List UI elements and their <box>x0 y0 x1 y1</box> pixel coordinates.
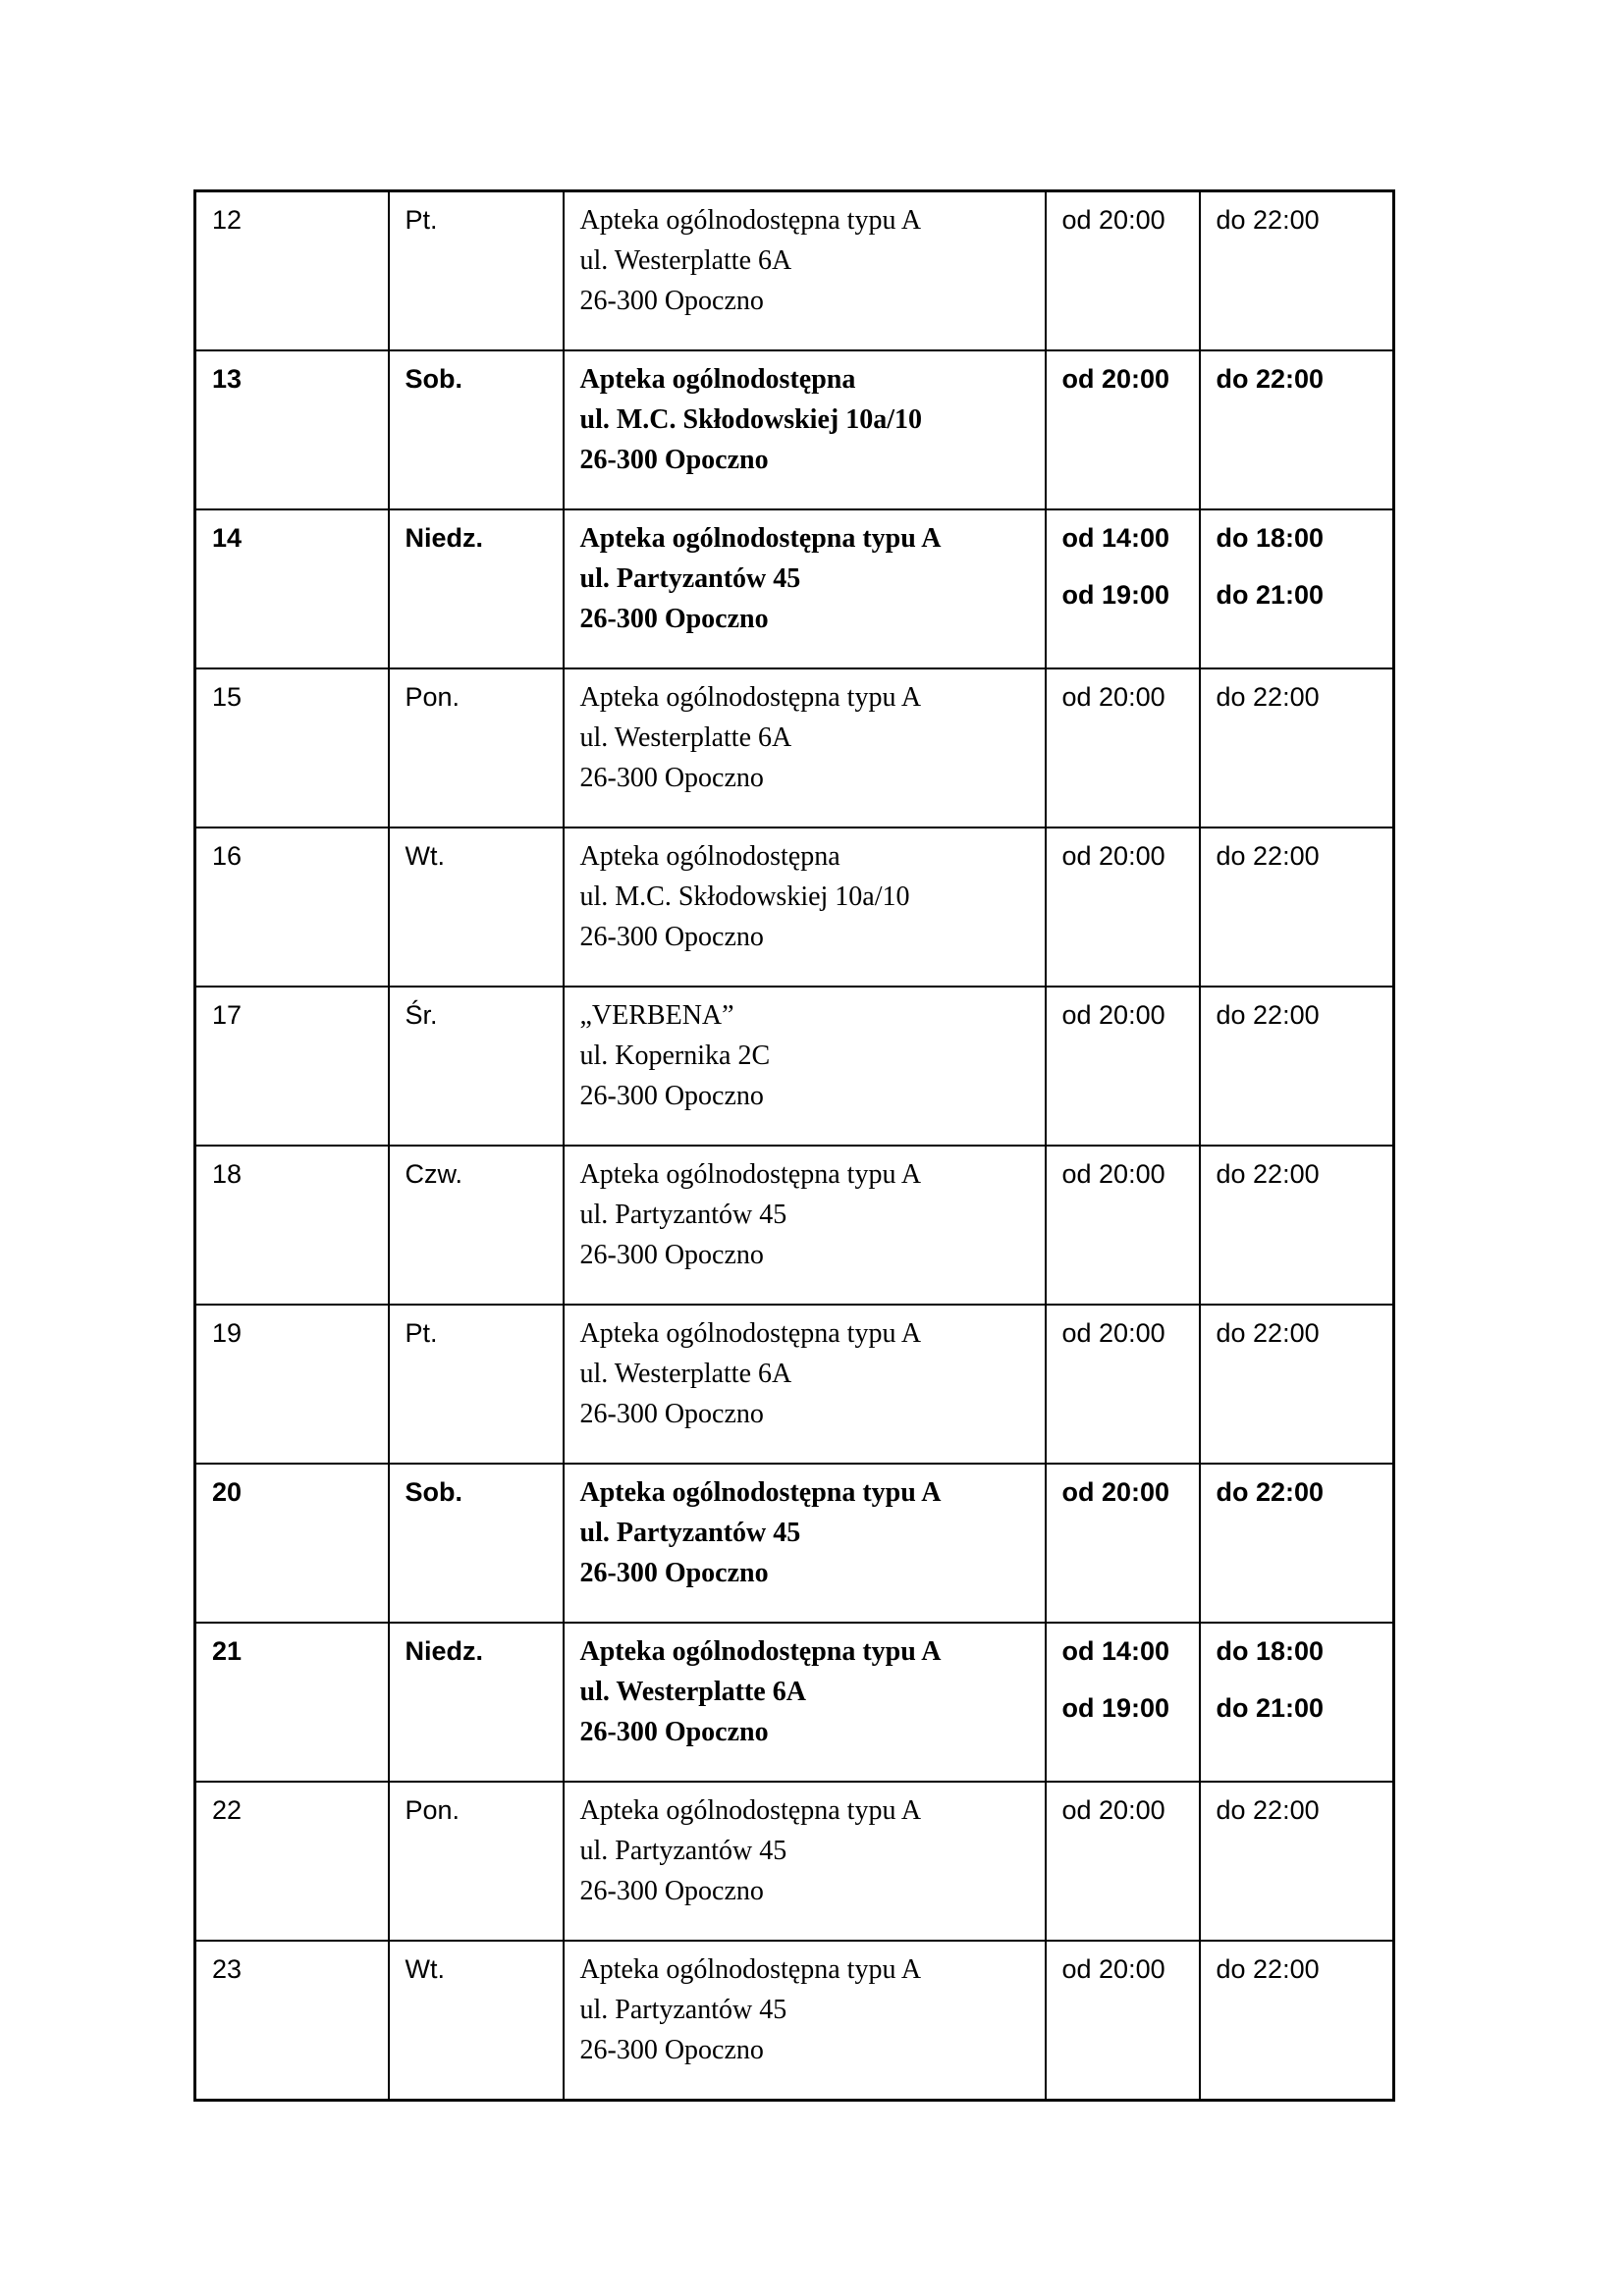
open-from-time: od 20:00 <box>1061 841 1165 871</box>
pharmacy-street: ul. Westerplatte 6A <box>579 245 792 276</box>
table-row <box>195 350 1394 509</box>
open-to-time-2 <box>1217 893 1383 934</box>
open-from-time: od 14:00 <box>1061 523 1170 553</box>
day-number-cell: 23 <box>195 1941 389 2101</box>
table-row <box>195 1782 1394 1941</box>
pharmacy-cell <box>564 1464 1046 1623</box>
open-to-time-2 <box>1217 416 1383 456</box>
open-to-time-2 <box>1217 734 1383 774</box>
pharmacy-name: Apteka ogólnodostępna typu A <box>579 205 922 236</box>
open-from-time: od 20:00 <box>1061 364 1170 394</box>
pharmacy-street: ul. Westerplatte 6A <box>579 722 792 753</box>
open-from-time: od 20:00 <box>1061 1477 1170 1507</box>
open-from-time-2 <box>1062 734 1189 774</box>
pharmacy-name: Apteka ogólnodostępna typu A <box>579 1159 922 1190</box>
open-to-time: do 22:00 <box>1216 1000 1320 1030</box>
open-from-cell <box>1046 987 1200 1146</box>
table-row <box>195 1941 1394 2101</box>
pharmacy-street: ul. Partyzantów 45 <box>579 1995 787 2025</box>
open-from-time-2 <box>1062 1211 1189 1252</box>
pharmacy-city: 26-300 Opoczno <box>579 445 769 475</box>
pharmacy-cell <box>564 668 1046 828</box>
open-from-cell <box>1046 668 1200 828</box>
pharmacy-cell <box>564 191 1046 351</box>
open-to-time: do 22:00 <box>1216 841 1320 871</box>
open-from-time: od 20:00 <box>1061 1159 1165 1189</box>
open-from-time-2 <box>1062 893 1189 934</box>
pharmacy-city: 26-300 Opoczno <box>579 1558 769 1588</box>
pharmacy-cell <box>564 1146 1046 1305</box>
open-from-cell <box>1046 191 1200 351</box>
open-from-cell <box>1046 828 1200 987</box>
weekday-cell: Niedz. <box>389 1623 564 1782</box>
day-number-cell: 19 <box>195 1305 389 1464</box>
open-from-time-2 <box>1062 2006 1189 2047</box>
weekday-cell: Sob. <box>389 1464 564 1623</box>
weekday-cell: Pt. <box>389 1305 564 1464</box>
open-to-cell <box>1200 191 1394 351</box>
day-number-cell: 15 <box>195 668 389 828</box>
pharmacy-street: ul. Partyzantów 45 <box>579 563 801 594</box>
open-from-time-2 <box>1062 257 1189 297</box>
pharmacy-city: 26-300 Opoczno <box>579 286 764 316</box>
open-to-cell <box>1200 1941 1394 2101</box>
open-to-time-2 <box>1217 1529 1383 1570</box>
table-row <box>195 987 1394 1146</box>
pharmacy-city: 26-300 Opoczno <box>579 1081 764 1111</box>
pharmacy-street: ul. M.C. Skłodowskiej 10a/10 <box>579 881 910 912</box>
open-to-cell <box>1200 828 1394 987</box>
open-to-cell <box>1200 668 1394 828</box>
open-to-cell <box>1200 350 1394 509</box>
open-to-cell <box>1200 1782 1394 1941</box>
open-to-time: do 22:00 <box>1216 682 1320 712</box>
pharmacy-city: 26-300 Opoczno <box>579 1717 769 1747</box>
weekday-cell: Pon. <box>389 668 564 828</box>
open-from-time-2: od 19:00 <box>1061 1693 1170 1723</box>
open-from-time: od 20:00 <box>1061 205 1165 235</box>
open-from-time: od 20:00 <box>1061 1318 1165 1348</box>
open-to-time: do 22:00 <box>1216 1159 1320 1189</box>
open-to-cell <box>1200 987 1394 1146</box>
pharmacy-city: 26-300 Opoczno <box>579 1876 764 1906</box>
open-to-time: do 22:00 <box>1216 1795 1320 1825</box>
open-from-time-2 <box>1062 1052 1189 1093</box>
pharmacy-name: Apteka ogólnodostępna typu A <box>579 1477 942 1508</box>
open-to-time: do 18:00 <box>1216 523 1325 553</box>
open-to-cell <box>1200 1305 1394 1464</box>
open-from-time-2 <box>1062 416 1189 456</box>
open-from-time-2 <box>1062 1370 1189 1411</box>
pharmacy-city: 26-300 Opoczno <box>579 1399 764 1429</box>
day-number-cell: 14 <box>195 509 389 668</box>
pharmacy-name: Apteka ogólnodostępna typu A <box>579 523 942 554</box>
table-row <box>195 1623 1394 1782</box>
open-to-cell <box>1200 1464 1394 1623</box>
open-to-time: do 22:00 <box>1216 1318 1320 1348</box>
weekday-cell: Pt. <box>389 191 564 351</box>
pharmacy-city: 26-300 Opoczno <box>579 604 769 634</box>
pharmacy-cell <box>564 1782 1046 1941</box>
schedule-table-body <box>195 191 1394 2101</box>
pharmacy-name: „VERBENA” <box>579 1000 734 1031</box>
pharmacy-street: ul. Partyzantów 45 <box>579 1200 787 1230</box>
day-number-cell: 21 <box>195 1623 389 1782</box>
day-number-cell: 17 <box>195 987 389 1146</box>
open-to-cell <box>1200 1146 1394 1305</box>
day-number-cell: 16 <box>195 828 389 987</box>
open-to-time-2: do 21:00 <box>1216 1693 1325 1723</box>
day-number-cell: 22 <box>195 1782 389 1941</box>
table-row <box>195 509 1394 668</box>
pharmacy-street: ul. Partyzantów 45 <box>579 1836 787 1866</box>
table-row <box>195 828 1394 987</box>
day-number-cell: 18 <box>195 1146 389 1305</box>
pharmacy-duty-table <box>193 189 1395 2102</box>
open-from-cell <box>1046 1941 1200 2101</box>
open-from-cell <box>1046 1782 1200 1941</box>
open-from-time-2: od 19:00 <box>1061 580 1170 610</box>
pharmacy-name: Apteka ogólnodostępna <box>579 841 840 872</box>
table-row <box>195 1146 1394 1305</box>
pharmacy-street: ul. Kopernika 2C <box>579 1041 771 1071</box>
open-from-time-2 <box>1062 1847 1189 1888</box>
open-from-cell <box>1046 509 1200 668</box>
pharmacy-name: Apteka ogólnodostępna typu A <box>579 1636 942 1667</box>
pharmacy-cell <box>564 1623 1046 1782</box>
pharmacy-cell <box>564 509 1046 668</box>
day-number-cell: 13 <box>195 350 389 509</box>
table-row <box>195 1464 1394 1623</box>
open-from-time-2 <box>1062 1529 1189 1570</box>
pharmacy-cell <box>564 1941 1046 2101</box>
weekday-cell: Wt. <box>389 828 564 987</box>
day-number-cell: 20 <box>195 1464 389 1623</box>
pharmacy-city: 26-300 Opoczno <box>579 1240 764 1270</box>
pharmacy-cell <box>564 350 1046 509</box>
pharmacy-city: 26-300 Opoczno <box>579 922 764 952</box>
open-to-time: do 22:00 <box>1216 1954 1320 1984</box>
pharmacy-cell <box>564 987 1046 1146</box>
open-from-cell <box>1046 1146 1200 1305</box>
open-to-cell <box>1200 509 1394 668</box>
pharmacy-street: ul. Partyzantów 45 <box>579 1518 801 1548</box>
table-row <box>195 1305 1394 1464</box>
weekday-cell: Niedz. <box>389 509 564 668</box>
open-to-time: do 18:00 <box>1216 1636 1325 1666</box>
open-to-cell <box>1200 1623 1394 1782</box>
pharmacy-cell <box>564 1305 1046 1464</box>
weekday-cell: Czw. <box>389 1146 564 1305</box>
open-to-time: do 22:00 <box>1216 205 1320 235</box>
open-to-time-2: do 21:00 <box>1216 580 1325 610</box>
open-from-cell <box>1046 1464 1200 1623</box>
open-to-time: do 22:00 <box>1216 364 1325 394</box>
open-from-cell <box>1046 1305 1200 1464</box>
weekday-cell: Pon. <box>389 1782 564 1941</box>
open-to-time-2 <box>1217 1211 1383 1252</box>
open-to-time: do 22:00 <box>1216 1477 1325 1507</box>
pharmacy-street: ul. Westerplatte 6A <box>579 1677 806 1707</box>
pharmacy-name: Apteka ogólnodostępna typu A <box>579 682 922 713</box>
pharmacy-name: Apteka ogólnodostępna typu A <box>579 1954 922 1985</box>
open-to-time-2 <box>1217 1847 1383 1888</box>
open-from-time: od 14:00 <box>1061 1636 1170 1666</box>
open-from-cell <box>1046 1623 1200 1782</box>
table-row <box>195 668 1394 828</box>
open-from-time: od 20:00 <box>1061 1954 1165 1984</box>
pharmacy-name: Apteka ogólnodostępna typu A <box>579 1318 922 1349</box>
pharmacy-street: ul. M.C. Skłodowskiej 10a/10 <box>579 404 922 435</box>
pharmacy-name: Apteka ogólnodostępna <box>579 364 856 395</box>
open-to-time-2 <box>1217 1052 1383 1093</box>
pharmacy-cell <box>564 828 1046 987</box>
weekday-cell: Śr. <box>389 987 564 1146</box>
day-number-cell: 12 <box>195 191 389 351</box>
open-from-cell <box>1046 350 1200 509</box>
open-to-time-2 <box>1217 257 1383 297</box>
pharmacy-name: Apteka ogólnodostępna typu A <box>579 1795 922 1826</box>
pharmacy-city: 26-300 Opoczno <box>579 763 764 793</box>
pharmacy-street: ul. Westerplatte 6A <box>579 1359 792 1389</box>
open-to-time-2 <box>1217 2006 1383 2047</box>
open-to-time-2 <box>1217 1370 1383 1411</box>
open-from-time: od 20:00 <box>1061 1795 1165 1825</box>
weekday-cell: Sob. <box>389 350 564 509</box>
table-row <box>195 191 1394 351</box>
weekday-cell: Wt. <box>389 1941 564 2101</box>
open-from-time: od 20:00 <box>1061 1000 1165 1030</box>
open-from-time: od 20:00 <box>1061 682 1165 712</box>
pharmacy-city: 26-300 Opoczno <box>579 2035 764 2065</box>
